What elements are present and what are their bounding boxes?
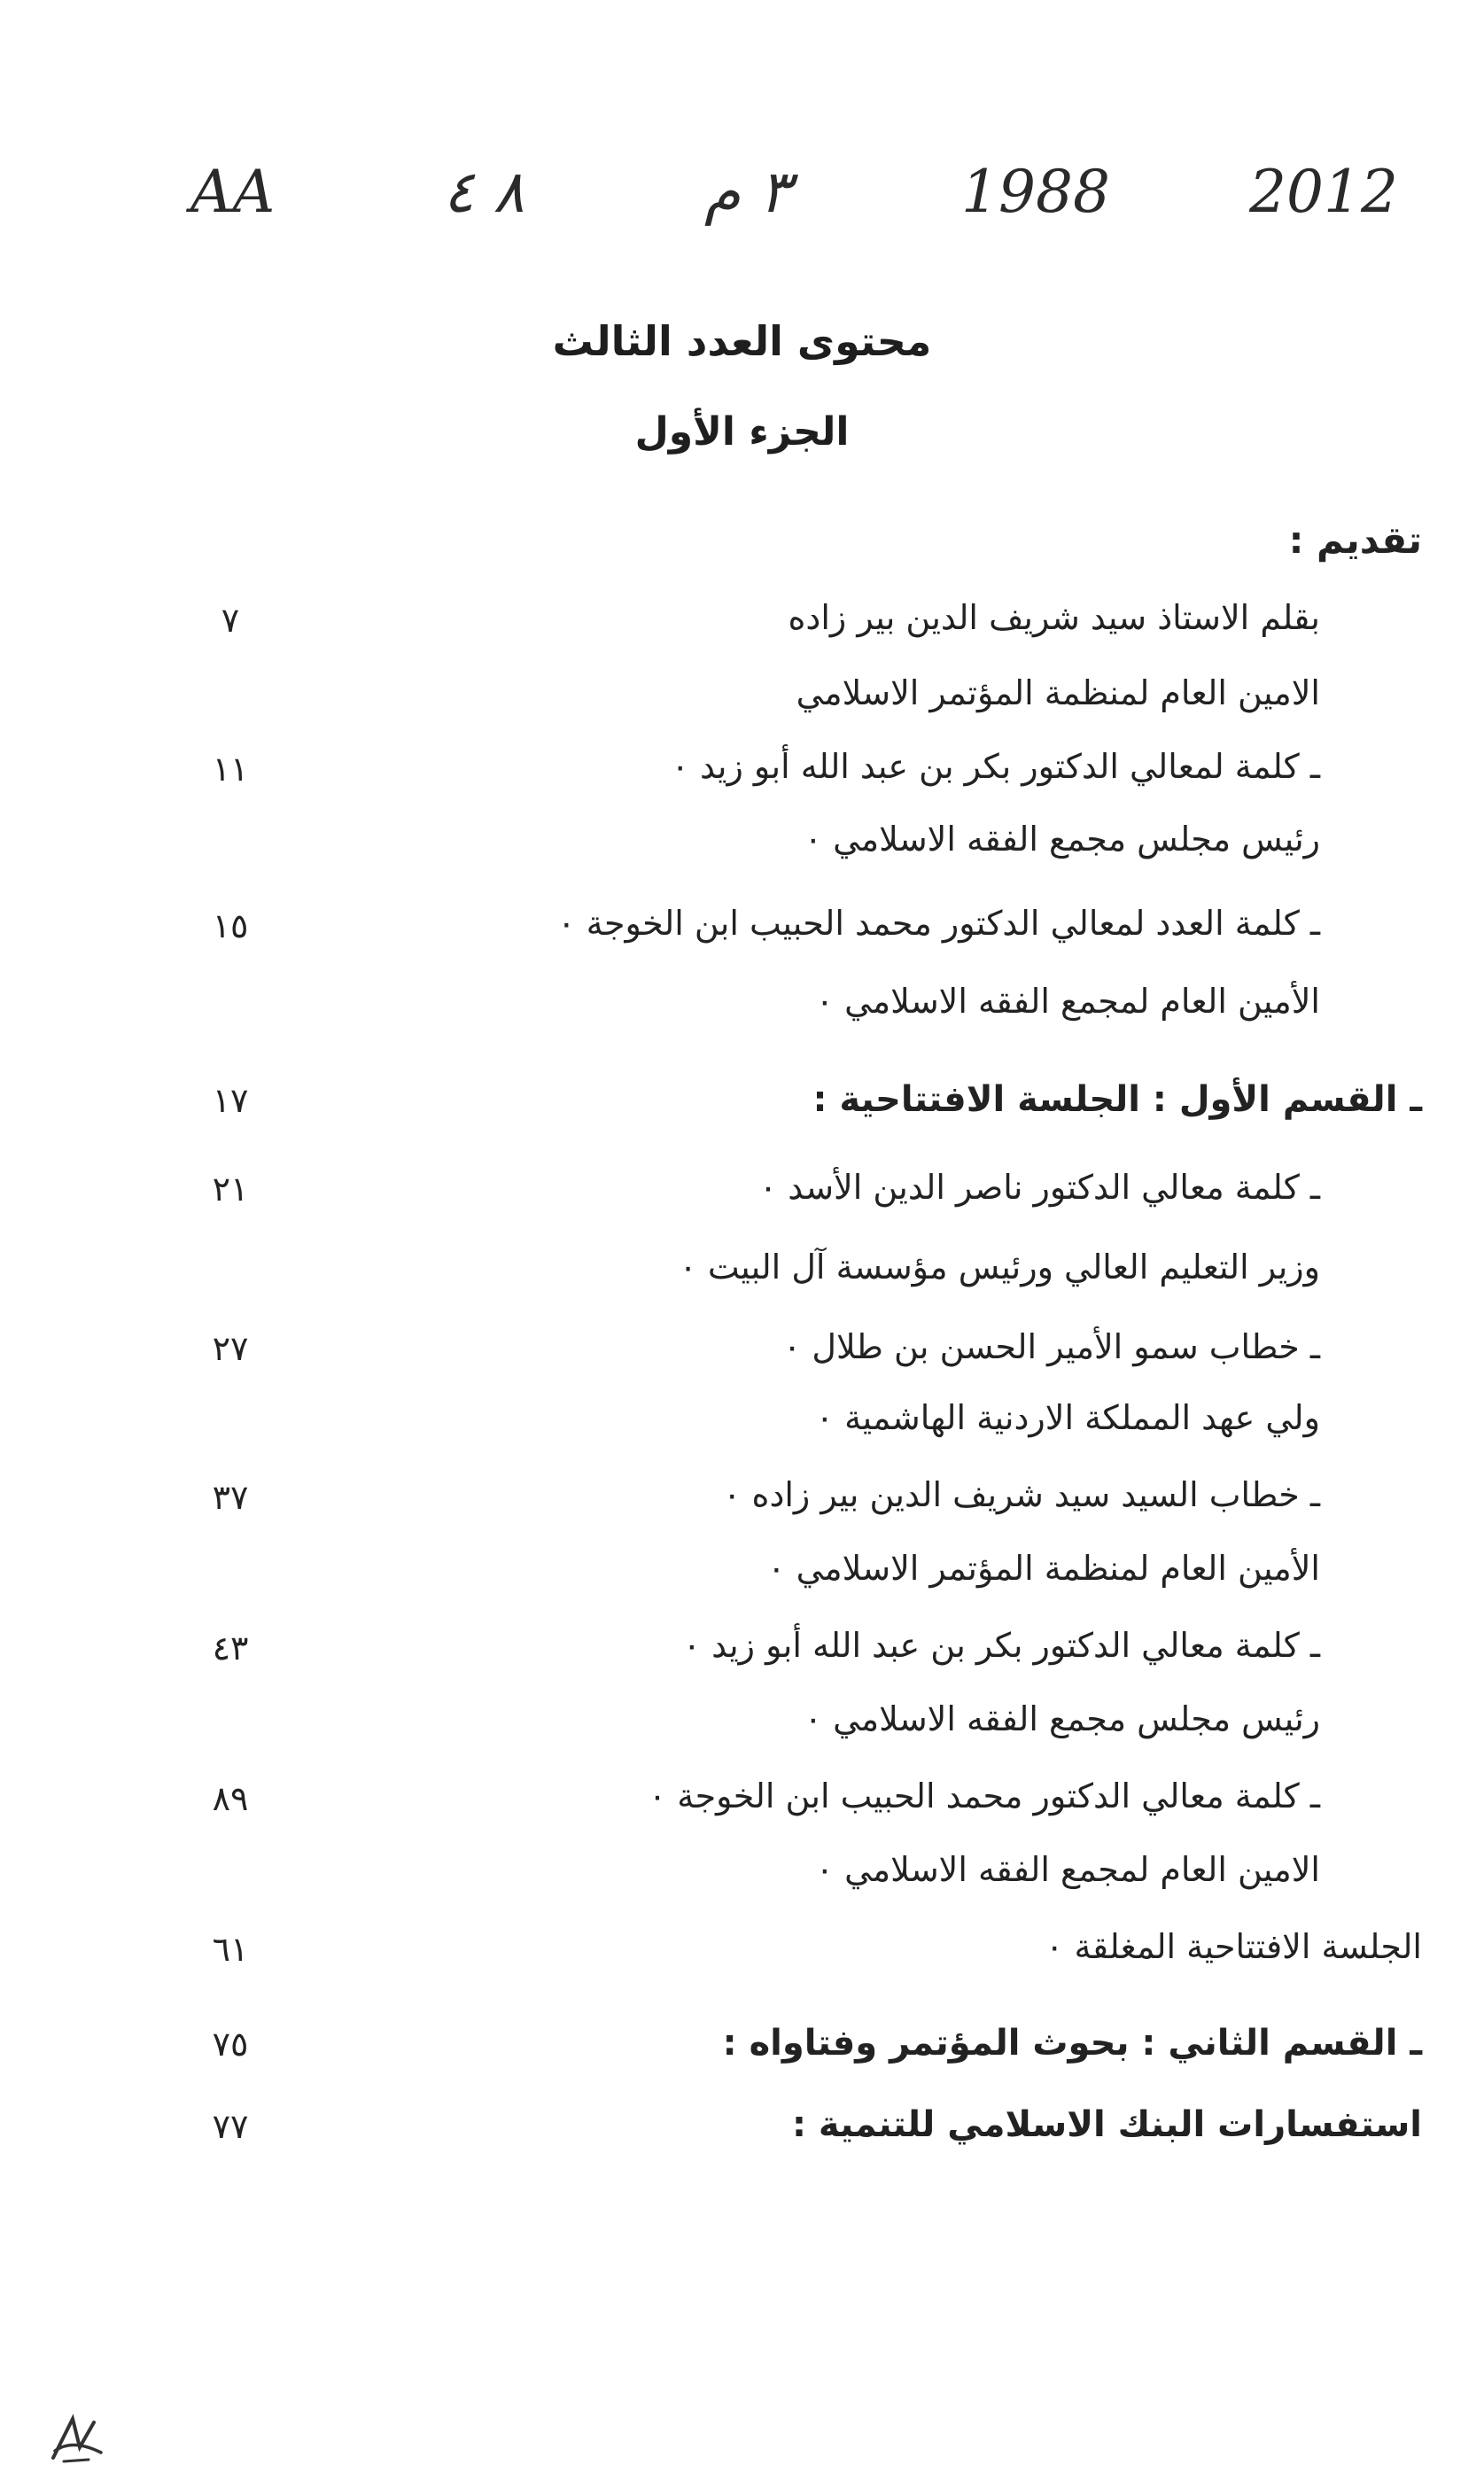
toc-entry-4-line1: ـ كلمة معالي الدكتور ناصر الدين الأسد ٠: [758, 1168, 1320, 1207]
handwritten-year: 1988: [961, 158, 1110, 226]
toc-entry-7-line2: رئيس مجلس مجمع الفقه الاسلامي ٠: [804, 1699, 1320, 1738]
toc-section-1-heading: ـ القسم الأول : الجلسة الافتتاحية :: [812, 1079, 1422, 1120]
toc-entry-9-line1: الجلسة الافتتاحية المغلقة ٠: [1045, 1927, 1422, 1966]
toc-entry-6-line1: ـ خطاب السيد سيد شريف الدين بير زاده ٠: [723, 1475, 1320, 1514]
toc-entry-6-page: ٣٧: [212, 1478, 249, 1517]
toc-section-3-heading: استفسارات البنك الاسلامي للتنمية :: [792, 2104, 1422, 2145]
toc-section-2-heading: ـ القسم الثاني : بحوث المؤتمر وفتاواه :: [722, 2023, 1422, 2064]
toc-entry-11-page: ٧٧: [212, 2107, 249, 2146]
handwritten-code: 2012: [1249, 158, 1398, 226]
toc-entry-5-page: ٢٧: [212, 1329, 249, 1368]
page-title: محتوى العدد الثالث: [552, 317, 932, 365]
toc-entry-2-page: ١٥: [212, 906, 249, 945]
handwritten-issue-number: ٨ ٤: [443, 158, 524, 226]
handwritten-left-mark: AA: [190, 158, 276, 226]
toc-entry-2-line2: الأمين العام لمجمع الفقه الاسلامي ٠: [815, 982, 1320, 1021]
toc-entry-1-line2: رئيس مجلس مجمع الفقه الاسلامي ٠: [804, 820, 1320, 859]
section-intro-heading: تقديم :: [1288, 518, 1422, 562]
toc-entry-4-line2: وزير التعليم العالي ورئيس مؤسسة آل البيت ٠: [679, 1248, 1320, 1287]
toc-entry-1-line1: ـ كلمة لمعالي الدكتور بكر بن عبد الله أبو زيد ٠: [671, 747, 1320, 786]
toc-entry-0-page: ٧: [221, 601, 240, 640]
toc-entry-2-line1: ـ كلمة العدد لمعالي الدكتور محمد الحبيب ابن الخوجة ٠: [557, 904, 1320, 943]
handwritten-corner-mark: [46, 2412, 108, 2465]
toc-entry-1-page: ١١: [212, 750, 249, 789]
toc-entry-8-line2: الامين العام لمجمع الفقه الاسلامي ٠: [815, 1850, 1320, 1889]
toc-entry-8-page: ٨٩: [212, 1779, 249, 1818]
toc-entry-8-line1: ـ كلمة معالي الدكتور محمد الحبيب ابن الخوجة ٠: [648, 1776, 1320, 1815]
toc-entry-9-page: ٦١: [212, 1930, 249, 1969]
toc-entry-6-line2: الأمين العام لمنظمة المؤتمر الاسلامي ٠: [767, 1549, 1320, 1588]
handwritten-volume: ٣ م: [704, 158, 791, 226]
toc-entry-4-page: ٢١: [212, 1170, 249, 1209]
toc-entry-0-line1: بقلم الاستاذ سيد شريف الدين بير زاده: [788, 598, 1320, 637]
toc-entry-10-page: ٧٥: [212, 2025, 249, 2064]
toc-entry-7-line1: ـ كلمة معالي الدكتور بكر بن عبد الله أبو زيد ٠: [682, 1626, 1320, 1665]
toc-entry-5-line1: ـ خطاب سمو الأمير الحسن بن طلال ٠: [782, 1327, 1320, 1366]
toc-entry-7-page: ٤٣: [212, 1629, 249, 1668]
page-subtitle: الجزء الأول: [634, 409, 850, 455]
toc-entry-3-page: ١٧: [212, 1081, 249, 1120]
toc-entry-0-line2: الامين العام لمنظمة المؤتمر الاسلامي: [796, 673, 1320, 712]
toc-entry-5-line2: ولي عهد المملكة الاردنية الهاشمية ٠: [815, 1398, 1320, 1437]
